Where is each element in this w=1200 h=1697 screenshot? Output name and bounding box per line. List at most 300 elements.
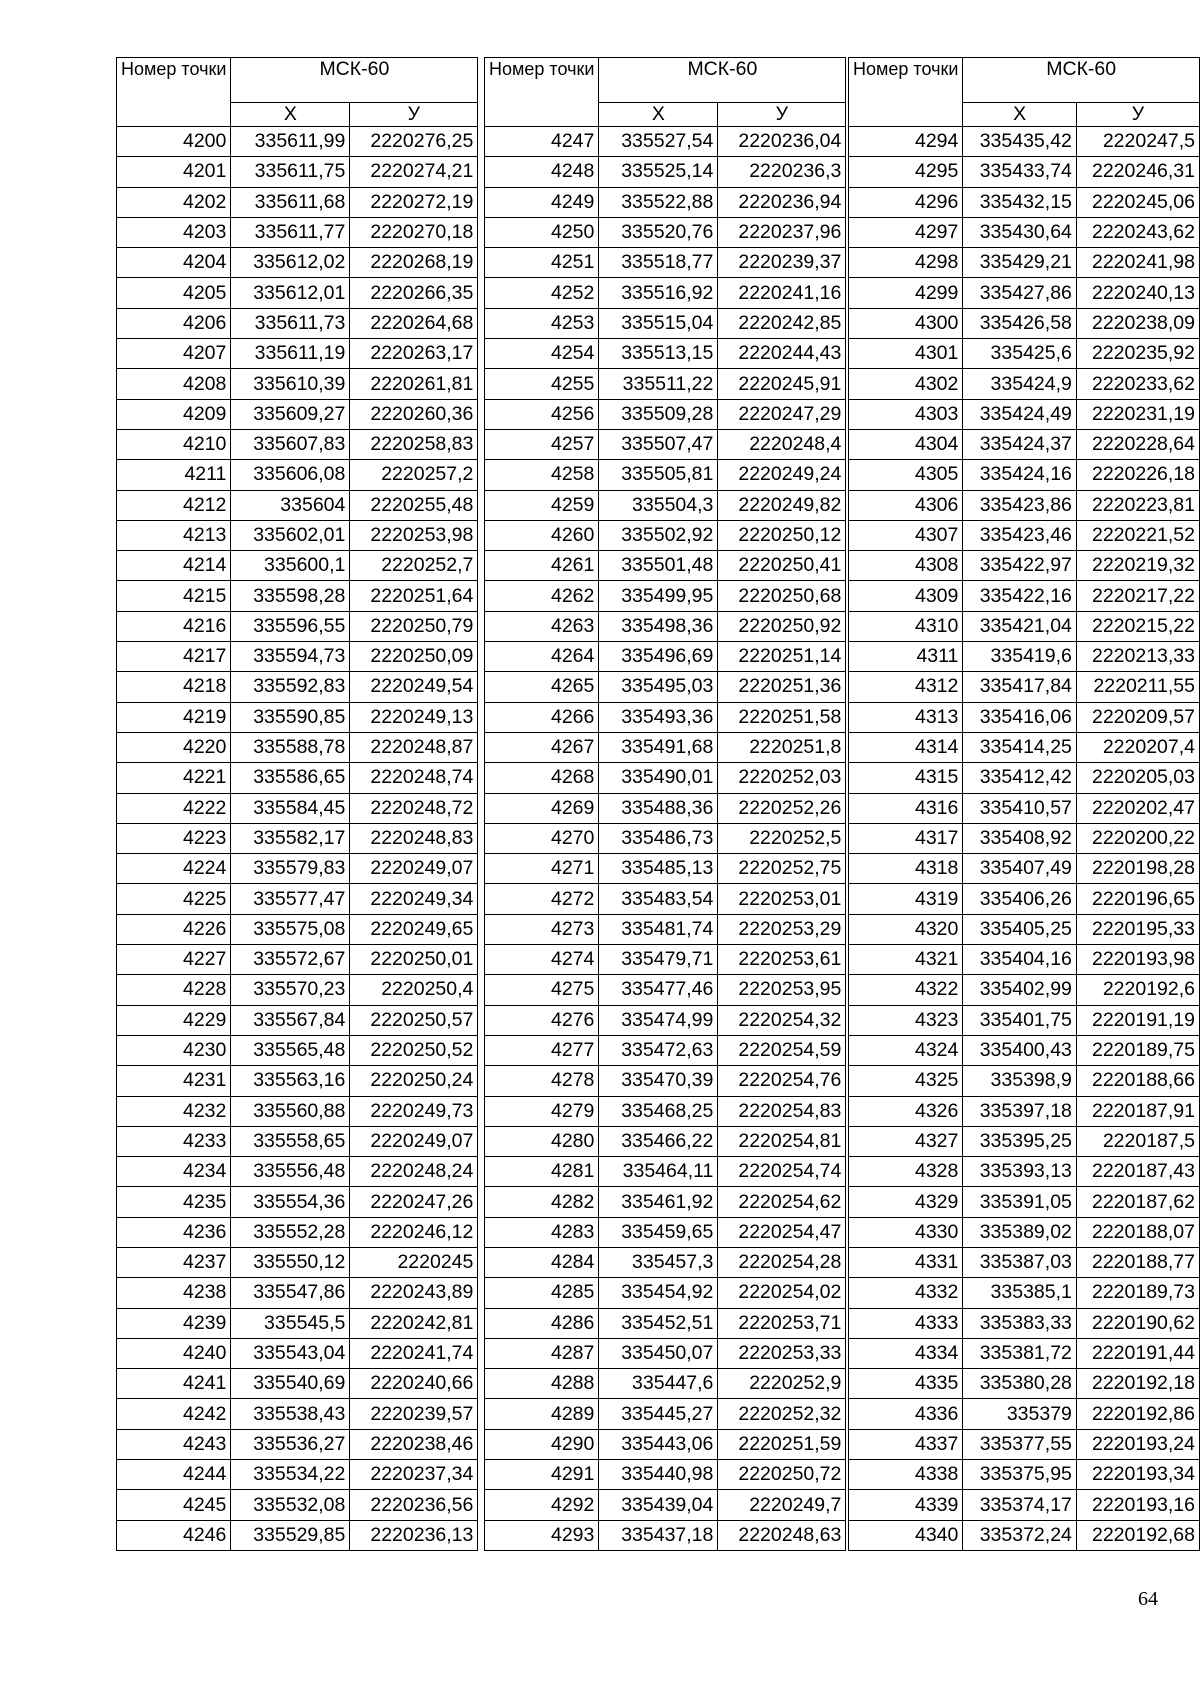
table-row bbox=[485, 1035, 846, 1065]
table-row bbox=[849, 217, 1200, 247]
coordinate-system-header: МСК-60 bbox=[599, 58, 846, 103]
point-number-cell: 4261 bbox=[485, 551, 599, 581]
x-coordinate-cell: 335401,75 bbox=[963, 1005, 1077, 1035]
point-number-header: Номер точки bbox=[485, 58, 599, 127]
table-row bbox=[117, 1247, 478, 1277]
y-coordinate-cell: 2220192,18 bbox=[1076, 1369, 1199, 1399]
point-number-cell: 4242 bbox=[117, 1399, 231, 1429]
x-coordinate-cell: 335468,25 bbox=[599, 1096, 718, 1126]
point-number-cell: 4287 bbox=[485, 1338, 599, 1368]
x-coordinate-cell: 335443,06 bbox=[599, 1429, 718, 1459]
point-number-cell: 4289 bbox=[485, 1399, 599, 1429]
table-row bbox=[117, 1460, 478, 1490]
y-coordinate-cell: 2220249,24 bbox=[718, 460, 846, 490]
x-coordinate-cell: 335495,03 bbox=[599, 672, 718, 702]
point-number-cell: 4256 bbox=[485, 399, 599, 429]
y-coordinate-cell: 2220221,52 bbox=[1076, 520, 1199, 550]
table-row bbox=[485, 127, 846, 157]
table-row bbox=[485, 187, 846, 217]
y-coordinate-cell: 2220247,26 bbox=[350, 1187, 478, 1217]
table-row bbox=[849, 945, 1200, 975]
table-row bbox=[117, 1399, 478, 1429]
x-coordinate-cell: 335450,07 bbox=[599, 1338, 718, 1368]
point-number-cell: 4236 bbox=[117, 1217, 231, 1247]
x-coordinate-cell: 335560,88 bbox=[231, 1096, 350, 1126]
point-number-cell: 4320 bbox=[849, 914, 963, 944]
x-coordinate-cell: 335454,92 bbox=[599, 1278, 718, 1308]
table-row bbox=[485, 339, 846, 369]
coordinates-table-3 bbox=[848, 57, 1200, 1551]
point-number-cell: 4338 bbox=[849, 1460, 963, 1490]
table-row bbox=[117, 732, 478, 762]
point-number-cell: 4207 bbox=[117, 339, 231, 369]
point-number-cell: 4312 bbox=[849, 672, 963, 702]
point-number-cell: 4308 bbox=[849, 551, 963, 581]
table-row bbox=[117, 399, 478, 429]
y-coordinate-cell: 2220251,8 bbox=[718, 732, 846, 762]
table-row bbox=[485, 1126, 846, 1156]
y-coordinate-cell: 2220250,01 bbox=[350, 945, 478, 975]
point-number-cell: 4205 bbox=[117, 278, 231, 308]
table-row bbox=[485, 914, 846, 944]
table-row bbox=[849, 399, 1200, 429]
y-coordinate-cell: 2220193,98 bbox=[1076, 945, 1199, 975]
point-number-cell: 4296 bbox=[849, 187, 963, 217]
point-number-cell: 4298 bbox=[849, 248, 963, 278]
point-number-cell: 4257 bbox=[485, 429, 599, 459]
x-column-header: Х bbox=[963, 103, 1077, 127]
point-number-cell: 4217 bbox=[117, 642, 231, 672]
x-coordinate-cell: 335586,65 bbox=[231, 763, 350, 793]
table-row bbox=[485, 1399, 846, 1429]
table-row bbox=[117, 854, 478, 884]
x-coordinate-cell: 335457,3 bbox=[599, 1247, 718, 1277]
y-coordinate-cell: 2220241,16 bbox=[718, 278, 846, 308]
table-row bbox=[849, 369, 1200, 399]
point-number-cell: 4264 bbox=[485, 642, 599, 672]
table-row bbox=[849, 157, 1200, 187]
y-coordinate-cell: 2220217,22 bbox=[1076, 581, 1199, 611]
y-coordinate-cell: 2220253,33 bbox=[718, 1338, 846, 1368]
point-number-cell: 4210 bbox=[117, 429, 231, 459]
point-number-cell: 4232 bbox=[117, 1096, 231, 1126]
x-coordinate-cell: 335558,65 bbox=[231, 1126, 350, 1156]
point-number-cell: 4240 bbox=[117, 1338, 231, 1368]
x-coordinate-cell: 335422,16 bbox=[963, 581, 1077, 611]
point-number-cell: 4225 bbox=[117, 884, 231, 914]
table-row bbox=[849, 1096, 1200, 1126]
x-coordinate-cell: 335375,95 bbox=[963, 1460, 1077, 1490]
table-row bbox=[485, 460, 846, 490]
point-number-cell: 4275 bbox=[485, 975, 599, 1005]
point-number-cell: 4324 bbox=[849, 1035, 963, 1065]
x-coordinate-cell: 335612,01 bbox=[231, 278, 350, 308]
y-coordinate-cell: 2220250,09 bbox=[350, 642, 478, 672]
point-number-cell: 4271 bbox=[485, 854, 599, 884]
y-coordinate-cell: 2220272,19 bbox=[350, 187, 478, 217]
x-coordinate-cell: 335493,36 bbox=[599, 702, 718, 732]
point-number-cell: 4321 bbox=[849, 945, 963, 975]
y-coordinate-cell: 2220250,57 bbox=[350, 1005, 478, 1035]
point-number-cell: 4315 bbox=[849, 763, 963, 793]
point-number-cell: 4228 bbox=[117, 975, 231, 1005]
y-coordinate-cell: 2220241,74 bbox=[350, 1338, 478, 1368]
point-number-cell: 4306 bbox=[849, 490, 963, 520]
table-row bbox=[485, 399, 846, 429]
point-number-cell: 4292 bbox=[485, 1490, 599, 1520]
x-coordinate-cell: 335536,27 bbox=[231, 1429, 350, 1459]
x-coordinate-cell: 335377,55 bbox=[963, 1429, 1077, 1459]
x-coordinate-cell: 335429,21 bbox=[963, 248, 1077, 278]
point-number-cell: 4314 bbox=[849, 732, 963, 762]
point-number-cell: 4244 bbox=[117, 1460, 231, 1490]
x-coordinate-cell: 335423,46 bbox=[963, 520, 1077, 550]
table-row bbox=[849, 1005, 1200, 1035]
x-coordinate-cell: 335488,36 bbox=[599, 793, 718, 823]
y-coordinate-cell: 2220200,22 bbox=[1076, 823, 1199, 853]
coordinate-system-header: МСК-60 bbox=[963, 58, 1200, 103]
point-number-cell: 4204 bbox=[117, 248, 231, 278]
x-coordinate-cell: 335391,05 bbox=[963, 1187, 1077, 1217]
point-number-cell: 4283 bbox=[485, 1217, 599, 1247]
table-row bbox=[117, 1308, 478, 1338]
y-coordinate-cell: 2220253,01 bbox=[718, 884, 846, 914]
y-coordinate-cell: 2220236,56 bbox=[350, 1490, 478, 1520]
y-coordinate-cell: 2220245,91 bbox=[718, 369, 846, 399]
table-row bbox=[485, 248, 846, 278]
y-coordinate-cell: 2220260,36 bbox=[350, 399, 478, 429]
y-coordinate-cell: 2220236,3 bbox=[718, 157, 846, 187]
x-coordinate-cell: 335579,83 bbox=[231, 854, 350, 884]
table-row bbox=[117, 1429, 478, 1459]
x-coordinate-cell: 335387,03 bbox=[963, 1247, 1077, 1277]
point-number-cell: 4303 bbox=[849, 399, 963, 429]
y-coordinate-cell: 2220254,62 bbox=[718, 1187, 846, 1217]
x-coordinate-cell: 335395,25 bbox=[963, 1126, 1077, 1156]
x-coordinate-cell: 335380,28 bbox=[963, 1369, 1077, 1399]
x-coordinate-cell: 335407,49 bbox=[963, 854, 1077, 884]
table-row bbox=[849, 1217, 1200, 1247]
x-coordinate-cell: 335440,98 bbox=[599, 1460, 718, 1490]
table-row bbox=[485, 157, 846, 187]
table-row bbox=[849, 914, 1200, 944]
y-coordinate-cell: 2220268,19 bbox=[350, 248, 478, 278]
x-coordinate-cell: 335594,73 bbox=[231, 642, 350, 672]
table-row bbox=[117, 611, 478, 641]
y-coordinate-cell: 2220253,29 bbox=[718, 914, 846, 944]
point-number-cell: 4253 bbox=[485, 308, 599, 338]
table-row bbox=[485, 278, 846, 308]
x-coordinate-cell: 335532,08 bbox=[231, 1490, 350, 1520]
point-number-cell: 4313 bbox=[849, 702, 963, 732]
x-coordinate-cell: 335491,68 bbox=[599, 732, 718, 762]
point-number-cell: 4254 bbox=[485, 339, 599, 369]
x-coordinate-cell: 335556,48 bbox=[231, 1157, 350, 1187]
x-coordinate-cell: 335427,86 bbox=[963, 278, 1077, 308]
point-number-cell: 4299 bbox=[849, 278, 963, 308]
x-coordinate-cell: 335402,99 bbox=[963, 975, 1077, 1005]
x-coordinate-cell: 335424,37 bbox=[963, 429, 1077, 459]
table-row bbox=[485, 551, 846, 581]
point-number-cell: 4237 bbox=[117, 1247, 231, 1277]
x-coordinate-cell: 335572,67 bbox=[231, 945, 350, 975]
point-number-cell: 4331 bbox=[849, 1247, 963, 1277]
x-coordinate-cell: 335419,6 bbox=[963, 642, 1077, 672]
point-number-cell: 4285 bbox=[485, 1278, 599, 1308]
y-coordinate-cell: 2220254,28 bbox=[718, 1247, 846, 1277]
table-row bbox=[117, 975, 478, 1005]
coordinate-system-header: МСК-60 bbox=[231, 58, 478, 103]
point-number-cell: 4333 bbox=[849, 1308, 963, 1338]
table-row bbox=[117, 1126, 478, 1156]
y-coordinate-cell: 2220247,5 bbox=[1076, 127, 1199, 157]
x-coordinate-cell: 335486,73 bbox=[599, 823, 718, 853]
y-coordinate-cell: 2220248,87 bbox=[350, 732, 478, 762]
x-coordinate-cell: 335430,64 bbox=[963, 217, 1077, 247]
y-coordinate-cell: 2220193,16 bbox=[1076, 1490, 1199, 1520]
y-coordinate-cell: 2220249,13 bbox=[350, 702, 478, 732]
y-coordinate-cell: 2220249,07 bbox=[350, 1126, 478, 1156]
y-coordinate-cell: 2220226,18 bbox=[1076, 460, 1199, 490]
y-coordinate-cell: 2220188,07 bbox=[1076, 1217, 1199, 1247]
y-coordinate-cell: 2220250,41 bbox=[718, 551, 846, 581]
point-number-cell: 4241 bbox=[117, 1369, 231, 1399]
point-number-cell: 4247 bbox=[485, 127, 599, 157]
point-number-cell: 4326 bbox=[849, 1096, 963, 1126]
y-coordinate-cell: 2220252,7 bbox=[350, 551, 478, 581]
y-coordinate-cell: 2220196,65 bbox=[1076, 884, 1199, 914]
y-coordinate-cell: 2220249,54 bbox=[350, 672, 478, 702]
y-coordinate-cell: 2220235,92 bbox=[1076, 339, 1199, 369]
y-coordinate-cell: 2220248,74 bbox=[350, 763, 478, 793]
table-row bbox=[849, 642, 1200, 672]
point-number-cell: 4302 bbox=[849, 369, 963, 399]
y-coordinate-cell: 2220198,28 bbox=[1076, 854, 1199, 884]
x-coordinate-cell: 335490,01 bbox=[599, 763, 718, 793]
x-coordinate-cell: 335425,6 bbox=[963, 339, 1077, 369]
table-row bbox=[117, 460, 478, 490]
y-coordinate-cell: 2220244,43 bbox=[718, 339, 846, 369]
x-coordinate-cell: 335534,22 bbox=[231, 1460, 350, 1490]
table-row bbox=[849, 308, 1200, 338]
point-number-cell: 4340 bbox=[849, 1520, 963, 1550]
table-row bbox=[485, 369, 846, 399]
point-number-cell: 4290 bbox=[485, 1429, 599, 1459]
x-coordinate-cell: 335604 bbox=[231, 490, 350, 520]
table-row bbox=[485, 1157, 846, 1187]
point-number-cell: 4216 bbox=[117, 611, 231, 641]
table-row bbox=[849, 278, 1200, 308]
y-coordinate-cell: 2220251,14 bbox=[718, 642, 846, 672]
x-coordinate-cell: 335474,99 bbox=[599, 1005, 718, 1035]
x-coordinate-cell: 335374,17 bbox=[963, 1490, 1077, 1520]
table-body bbox=[117, 127, 478, 1551]
y-coordinate-cell: 2220263,17 bbox=[350, 339, 478, 369]
table-row bbox=[485, 1066, 846, 1096]
table-row bbox=[117, 1338, 478, 1368]
point-number-cell: 4200 bbox=[117, 127, 231, 157]
table-row bbox=[849, 1187, 1200, 1217]
point-number-cell: 4317 bbox=[849, 823, 963, 853]
x-coordinate-cell: 335485,13 bbox=[599, 854, 718, 884]
x-coordinate-cell: 335607,83 bbox=[231, 429, 350, 459]
point-number-cell: 4226 bbox=[117, 914, 231, 944]
table-row bbox=[485, 429, 846, 459]
y-coordinate-cell: 2220195,33 bbox=[1076, 914, 1199, 944]
point-number-cell: 4337 bbox=[849, 1429, 963, 1459]
point-number-cell: 4206 bbox=[117, 308, 231, 338]
y-coordinate-cell: 2220242,85 bbox=[718, 308, 846, 338]
point-number-cell: 4279 bbox=[485, 1096, 599, 1126]
point-number-cell: 4281 bbox=[485, 1157, 599, 1187]
table-row bbox=[117, 763, 478, 793]
x-coordinate-cell: 335417,84 bbox=[963, 672, 1077, 702]
y-coordinate-cell: 2220189,75 bbox=[1076, 1035, 1199, 1065]
x-coordinate-cell: 335596,55 bbox=[231, 611, 350, 641]
table-row bbox=[849, 732, 1200, 762]
x-coordinate-cell: 335466,22 bbox=[599, 1126, 718, 1156]
table-row bbox=[485, 975, 846, 1005]
point-number-cell: 4316 bbox=[849, 793, 963, 823]
y-coordinate-cell: 2220190,62 bbox=[1076, 1308, 1199, 1338]
point-number-cell: 4222 bbox=[117, 793, 231, 823]
table-row bbox=[117, 793, 478, 823]
y-coordinate-cell: 2220266,35 bbox=[350, 278, 478, 308]
table-row bbox=[117, 1490, 478, 1520]
point-number-cell: 4311 bbox=[849, 642, 963, 672]
x-coordinate-cell: 335522,88 bbox=[599, 187, 718, 217]
x-coordinate-cell: 335381,72 bbox=[963, 1338, 1077, 1368]
y-coordinate-cell: 2220189,73 bbox=[1076, 1278, 1199, 1308]
table-row bbox=[117, 1096, 478, 1126]
point-number-cell: 4322 bbox=[849, 975, 963, 1005]
y-coordinate-cell: 2220187,91 bbox=[1076, 1096, 1199, 1126]
y-coordinate-cell: 2220191,44 bbox=[1076, 1338, 1199, 1368]
y-coordinate-cell: 2220247,29 bbox=[718, 399, 846, 429]
x-coordinate-cell: 335610,39 bbox=[231, 369, 350, 399]
point-number-cell: 4223 bbox=[117, 823, 231, 853]
table-row bbox=[117, 1066, 478, 1096]
point-number-cell: 4203 bbox=[117, 217, 231, 247]
point-number-cell: 4284 bbox=[485, 1247, 599, 1277]
table-row bbox=[849, 672, 1200, 702]
table-row bbox=[485, 1217, 846, 1247]
point-number-cell: 4335 bbox=[849, 1369, 963, 1399]
point-number-cell: 4307 bbox=[849, 520, 963, 550]
y-coordinate-cell: 2220253,98 bbox=[350, 520, 478, 550]
y-coordinate-cell: 2220254,02 bbox=[718, 1278, 846, 1308]
table-row bbox=[485, 763, 846, 793]
x-coordinate-cell: 335410,57 bbox=[963, 793, 1077, 823]
y-coordinate-cell: 2220253,61 bbox=[718, 945, 846, 975]
x-coordinate-cell: 335389,02 bbox=[963, 1217, 1077, 1247]
y-coordinate-cell: 2220250,72 bbox=[718, 1460, 846, 1490]
point-number-cell: 4252 bbox=[485, 278, 599, 308]
table-row bbox=[485, 217, 846, 247]
table-row bbox=[117, 551, 478, 581]
x-coordinate-cell: 335598,28 bbox=[231, 581, 350, 611]
point-number-cell: 4304 bbox=[849, 429, 963, 459]
y-coordinate-cell: 2220250,24 bbox=[350, 1066, 478, 1096]
table-row bbox=[849, 1460, 1200, 1490]
x-coordinate-cell: 335470,39 bbox=[599, 1066, 718, 1096]
y-coordinate-cell: 2220254,81 bbox=[718, 1126, 846, 1156]
table-row bbox=[117, 157, 478, 187]
y-coordinate-cell: 2220252,32 bbox=[718, 1399, 846, 1429]
y-coordinate-cell: 2220250,52 bbox=[350, 1035, 478, 1065]
point-number-cell: 4229 bbox=[117, 1005, 231, 1035]
table-row bbox=[117, 581, 478, 611]
y-coordinate-cell: 2220252,75 bbox=[718, 854, 846, 884]
table-row bbox=[485, 884, 846, 914]
x-coordinate-cell: 335459,65 bbox=[599, 1217, 718, 1247]
x-coordinate-cell: 335611,19 bbox=[231, 339, 350, 369]
point-number-cell: 4309 bbox=[849, 581, 963, 611]
x-coordinate-cell: 335611,77 bbox=[231, 217, 350, 247]
x-coordinate-cell: 335412,42 bbox=[963, 763, 1077, 793]
y-coordinate-cell: 2220248,83 bbox=[350, 823, 478, 853]
point-number-cell: 4246 bbox=[117, 1520, 231, 1550]
point-number-cell: 4259 bbox=[485, 490, 599, 520]
y-coordinate-cell: 2220246,31 bbox=[1076, 157, 1199, 187]
point-number-cell: 4268 bbox=[485, 763, 599, 793]
x-coordinate-cell: 335567,84 bbox=[231, 1005, 350, 1035]
point-number-cell: 4274 bbox=[485, 945, 599, 975]
x-coordinate-cell: 335611,99 bbox=[231, 127, 350, 157]
page-number: 64 bbox=[1138, 1588, 1158, 1610]
point-number-cell: 4233 bbox=[117, 1126, 231, 1156]
point-number-cell: 4255 bbox=[485, 369, 599, 399]
table-row bbox=[485, 1187, 846, 1217]
x-coordinate-cell: 335404,16 bbox=[963, 945, 1077, 975]
x-coordinate-cell: 335600,1 bbox=[231, 551, 350, 581]
y-coordinate-cell: 2220236,04 bbox=[718, 127, 846, 157]
table-row bbox=[849, 1490, 1200, 1520]
y-coordinate-cell: 2220215,22 bbox=[1076, 611, 1199, 641]
point-number-cell: 4301 bbox=[849, 339, 963, 369]
point-number-cell: 4224 bbox=[117, 854, 231, 884]
table-row bbox=[485, 642, 846, 672]
point-number-cell: 4211 bbox=[117, 460, 231, 490]
y-coordinate-cell: 2220254,32 bbox=[718, 1005, 846, 1035]
table-row bbox=[117, 520, 478, 550]
y-coordinate-cell: 2220187,43 bbox=[1076, 1157, 1199, 1187]
point-number-cell: 4245 bbox=[117, 1490, 231, 1520]
point-number-cell: 4239 bbox=[117, 1308, 231, 1338]
table-body bbox=[849, 127, 1200, 1551]
table-row bbox=[485, 672, 846, 702]
table-row bbox=[849, 248, 1200, 278]
y-coordinate-cell: 2220251,64 bbox=[350, 581, 478, 611]
y-coordinate-cell: 2220236,94 bbox=[718, 187, 846, 217]
y-coordinate-cell: 2220248,4 bbox=[718, 429, 846, 459]
table-row bbox=[485, 1460, 846, 1490]
point-number-cell: 4295 bbox=[849, 157, 963, 187]
x-coordinate-cell: 335612,02 bbox=[231, 248, 350, 278]
x-coordinate-cell: 335525,14 bbox=[599, 157, 718, 187]
x-coordinate-cell: 335383,33 bbox=[963, 1308, 1077, 1338]
table-row bbox=[849, 581, 1200, 611]
x-coordinate-cell: 335481,74 bbox=[599, 914, 718, 944]
y-coordinate-cell: 2220258,83 bbox=[350, 429, 478, 459]
x-coordinate-cell: 335477,46 bbox=[599, 975, 718, 1005]
y-coordinate-cell: 2220187,62 bbox=[1076, 1187, 1199, 1217]
table-row bbox=[849, 127, 1200, 157]
x-coordinate-cell: 335563,16 bbox=[231, 1066, 350, 1096]
table-row bbox=[849, 763, 1200, 793]
table-row bbox=[849, 429, 1200, 459]
y-coordinate-cell: 2220249,07 bbox=[350, 854, 478, 884]
